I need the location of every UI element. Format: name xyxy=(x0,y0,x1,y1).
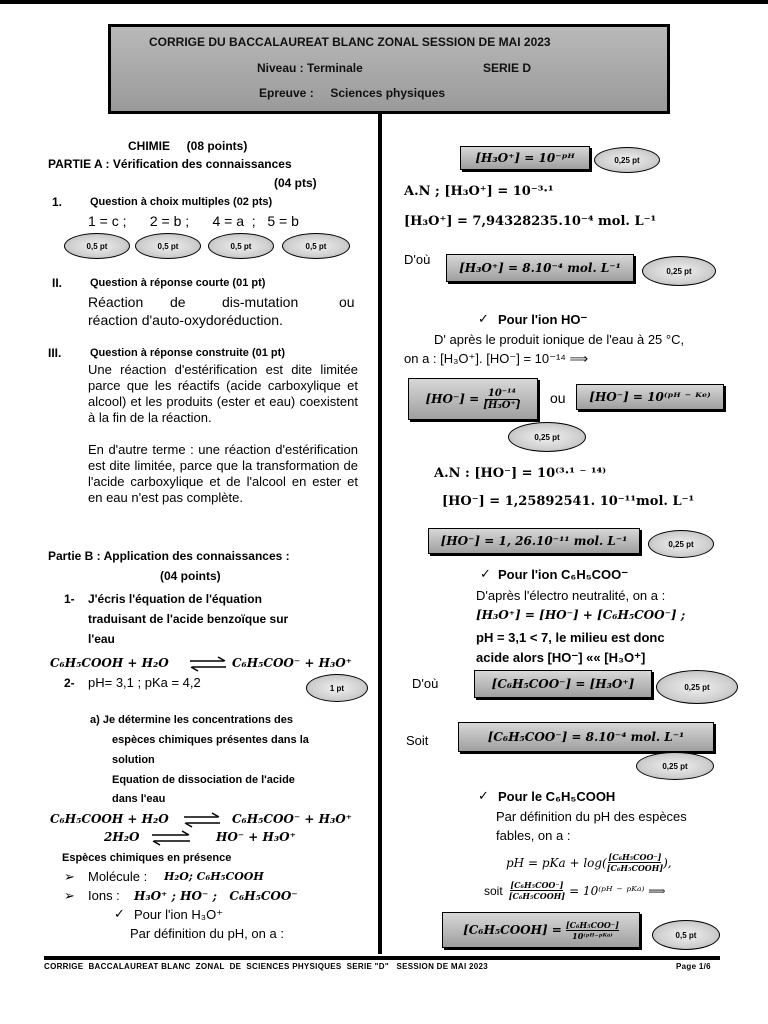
b1-line1: J'écris l'équation de l'équation xyxy=(88,592,262,606)
q2-number: II. xyxy=(52,276,63,290)
box8-numerator: [C₆H₅COO⁻] xyxy=(565,919,619,930)
equilibrium-arrow-icon xyxy=(150,830,192,846)
q2-word-4: ou xyxy=(339,294,355,310)
ratio-denominator: [C₆H₅COOH] xyxy=(508,891,566,901)
electroneutrality-line4: acide alors [HO⁻] «« [H₃O⁺] xyxy=(476,650,646,665)
ion-h3o-heading: Pour l'ion H₃O⁺ xyxy=(134,907,224,922)
points-badge: 0,25 pt xyxy=(656,670,738,704)
henderson-numerator: [C₆H₅COO⁻] xyxy=(608,852,662,862)
ph-definition-weak-line1: Par définition du pH des espèces xyxy=(496,809,687,824)
formula-box-ho-fraction xyxy=(408,378,538,420)
ionic-product-line1: D' après le produit ionique de l'eau à 25 °C, xyxy=(434,332,685,347)
header-epreuve: Epreuve : Sciences physiques xyxy=(259,86,446,100)
dou-label-2: D'où xyxy=(412,676,439,691)
a-line4: Equation de dissociation de l'acide xyxy=(112,774,295,786)
numerical-application-1: A.N ; [H₃O⁺] = 10⁻³·¹ xyxy=(404,184,554,199)
footer-rule xyxy=(44,956,720,960)
henderson-fraction xyxy=(607,852,663,873)
electroneutrality-line2: [H₃O⁺] = [HO⁻] + [C₆H₅COO⁻] ; xyxy=(476,608,686,622)
b2-data: pH= 3,1 ; pKa = 4,2 xyxy=(88,675,201,690)
electroneutrality-line1: D'après l'électro neutralité, on a : xyxy=(476,588,666,603)
b1-number: 1- xyxy=(64,592,75,606)
points-badge: 0,5 pt xyxy=(282,233,350,259)
q1-answers: 1 = c ; 2 = b ; 4 = a ; 5 = b xyxy=(88,213,299,229)
top-rule xyxy=(0,0,768,4)
points-badge: 0,25 pt xyxy=(636,752,714,780)
part-b-heading: Partie B : Application des connaissances : xyxy=(48,549,290,563)
formula-box-c6h5coo-eq: [C₆H₅COO⁻] = [H₃O⁺] xyxy=(474,670,652,698)
b1-line2: traduisant de l'acide benzoïque sur xyxy=(88,612,289,626)
henderson-formula xyxy=(506,852,672,873)
ph-definition-weak-line2: fables, on a : xyxy=(496,828,571,843)
ou-label: ou xyxy=(550,390,566,406)
molecule-label: Molécule : xyxy=(88,869,148,884)
bullet-arrow-icon: ➢ xyxy=(64,869,75,884)
q1-title: Question à choix multiples (02 pts) xyxy=(90,196,273,208)
ion-ho-heading: Pour l'ion HO⁻ xyxy=(498,312,588,327)
ions-label: Ions : xyxy=(88,888,128,903)
c6h5cooh-heading: Pour le C₆H₅COOH xyxy=(498,789,616,804)
dou-label-1: D'où xyxy=(404,252,431,267)
a-line2: espèces chimiques présentes dans la xyxy=(112,734,309,746)
points-badge: 0,5 pt xyxy=(64,233,130,259)
box3-numerator: 10⁻¹⁴ xyxy=(485,388,519,400)
part-b-points: (04 points) xyxy=(160,569,221,583)
points-badge: 0,25 pt xyxy=(594,147,660,173)
q2-word-1: Réaction xyxy=(88,294,144,310)
soit-label-2: soit xyxy=(484,883,503,898)
q2-title: Question à réponse courte (01 pt) xyxy=(90,277,266,289)
henderson-end: ), xyxy=(663,855,672,870)
numerical-application-2: A.N : [HO⁻] = 10⁽³·¹ ⁻ ¹⁴⁾ xyxy=(434,466,607,481)
dissociation-products: C₆H₅COO⁻ + H₃O⁺ xyxy=(232,812,352,826)
q2-word-3: dis-mutation xyxy=(222,294,299,310)
h3o-value: [H₃O⁺] = 7,94328235.10⁻⁴ mol. L⁻¹ xyxy=(404,214,657,229)
equilibrium-arrow-icon xyxy=(182,812,222,828)
check-icon: ✓ xyxy=(114,907,125,922)
q3-answer-paragraph-2: En d'autre terme : une réaction d'estérification est dite limitée, parce que la transformation de l'acide carboxylique et de l'alcool en ester et en eau n'est pas complète. xyxy=(88,442,358,505)
header-box xyxy=(108,24,670,114)
formula-box-c6h5coo-result: [C₆H₅COO⁻] = 8.10⁻⁴ mol. L⁻¹ xyxy=(458,722,714,752)
ph-definition: Par définition du pH, on a : xyxy=(130,926,284,941)
equilibrium-arrow-icon xyxy=(188,656,228,672)
formula-box-ho-result: [HO⁻] = 1, 26.10⁻¹¹ mol. L⁻¹ xyxy=(428,528,640,554)
points-badge: 0,25 pt xyxy=(642,256,716,286)
q2-word-2: de xyxy=(170,294,186,310)
equation-products: C₆H₅COO⁻ + H₃O⁺ xyxy=(232,656,352,670)
autoprotolysis-reactants: 2H₂O xyxy=(104,830,140,844)
bullet-arrow-icon: ➢ xyxy=(64,888,75,903)
molecule-value: H₂O; C₆H₅COOH xyxy=(164,870,264,883)
box3-lhs: [HO⁻] = xyxy=(425,392,480,406)
box8-denominator: 10⁽ᵖᴴ⁻ᵖᴷᵃ⁾ xyxy=(572,930,613,941)
footer-text: CORRIGE BACCALAUREAT BLANC ZONAL DE SCIENCES PHYSIQUES SERIE "D" SESSION DE MAI 2023 xyxy=(44,962,488,971)
points-badge: 1 pt xyxy=(306,674,368,702)
points-badge: 0,5 pt xyxy=(135,233,201,259)
header-serie: SERIE D xyxy=(483,61,532,75)
part-a-heading: PARTIE A : Vérification des connaissances xyxy=(48,157,292,171)
ions-value: H₃O⁺ ; HO⁻ ; C₆H₅COO⁻ xyxy=(134,889,298,903)
header-niveau: Niveau : Terminale xyxy=(257,61,363,75)
b1-line3: l'eau xyxy=(88,632,115,646)
part-a-points: (04 pts) xyxy=(274,176,317,190)
q2-answer-line2: réaction d'auto-oxydoréduction. xyxy=(88,312,283,328)
ion-c6h5coo-heading: Pour l'ion C₆H₅COO⁻ xyxy=(498,567,629,582)
header-title: CORRIGE DU BACCALAUREAT BLANC ZONAL SESSION DE MAI 2023 xyxy=(149,35,551,49)
autoprotolysis-products: HO⁻ + H₃O⁺ xyxy=(216,830,296,844)
formula-box-h3o: [H₃O⁺] = 10⁻ᵖᴴ xyxy=(460,146,590,170)
chimie-heading: CHIMIE (08 points) xyxy=(128,139,248,153)
check-icon: ✓ xyxy=(478,789,489,804)
henderson-denominator: [C₆H₅COOH] xyxy=(606,863,664,873)
ionic-product-line2: on a : [H₃O⁺]. [HO⁻] = 10⁻¹⁴ ⟹ xyxy=(404,351,589,366)
q3-number: III. xyxy=(48,346,62,360)
check-icon: ✓ xyxy=(480,567,491,582)
species-heading: Espèces chimiques en présence xyxy=(62,852,232,864)
ratio-rhs: = 10⁽ᵖᴴ ⁻ ᵖᴷᵃ⁾ ⟹ xyxy=(569,883,666,898)
points-badge: 0,25 pt xyxy=(508,422,586,452)
points-badge: 0,25 pt xyxy=(648,530,714,558)
equation-reactants: C₆H₅COOH + H₂O xyxy=(50,656,169,670)
box8-fraction xyxy=(566,920,619,941)
b2-number: 2- xyxy=(64,676,75,690)
ratio-fraction xyxy=(509,880,565,901)
formula-box-c6h5cooh xyxy=(442,912,640,948)
electroneutrality-line3: pH = 3,1 < 7, le milieu est donc xyxy=(476,630,665,645)
points-badge: 0,5 pt xyxy=(208,233,274,259)
q3-title: Question à réponse construite (01 pt) xyxy=(90,347,285,359)
ho-value: [HO⁻] = 1,25892541. 10⁻¹¹mol. L⁻¹ xyxy=(442,494,695,509)
soit-label: Soit xyxy=(406,733,429,748)
henderson-lhs: pH = pKa + log( xyxy=(506,855,607,870)
box8-lhs: [C₆H₅COOH] = xyxy=(463,923,562,937)
column-divider xyxy=(378,112,382,954)
a-line5: dans l'eau xyxy=(112,793,166,805)
ratio-numerator: [C₆H₅COO⁻] xyxy=(510,880,564,890)
ratio-formula xyxy=(484,880,665,901)
a-line1: a) Je détermine les concentrations des xyxy=(90,714,293,726)
box3-denominator: [H₃O⁺] xyxy=(483,399,521,411)
dissociation-reactants: C₆H₅COOH + H₂O xyxy=(50,812,169,826)
formula-box-ho-power: [HO⁻] = 10⁽ᵖᴴ ⁻ ᴷᵉ⁾ xyxy=(576,384,724,410)
check-icon: ✓ xyxy=(478,312,489,327)
points-badge: 0,5 pt xyxy=(652,920,720,950)
page-number: Page 1/6 xyxy=(676,962,711,971)
a-line3: solution xyxy=(112,754,155,766)
box3-fraction xyxy=(483,388,520,411)
q1-number: 1. xyxy=(52,195,63,209)
q3-answer-paragraph: Une réaction d'estérification est dite limitée parce que les réactifs (acide carboxylique et alcool) et les produits (ester et eau) coexistent à la fin de la réaction. xyxy=(88,362,358,425)
formula-box-h3o-result: [H₃O⁺] = 8.10⁻⁴ mol. L⁻¹ xyxy=(446,254,634,282)
